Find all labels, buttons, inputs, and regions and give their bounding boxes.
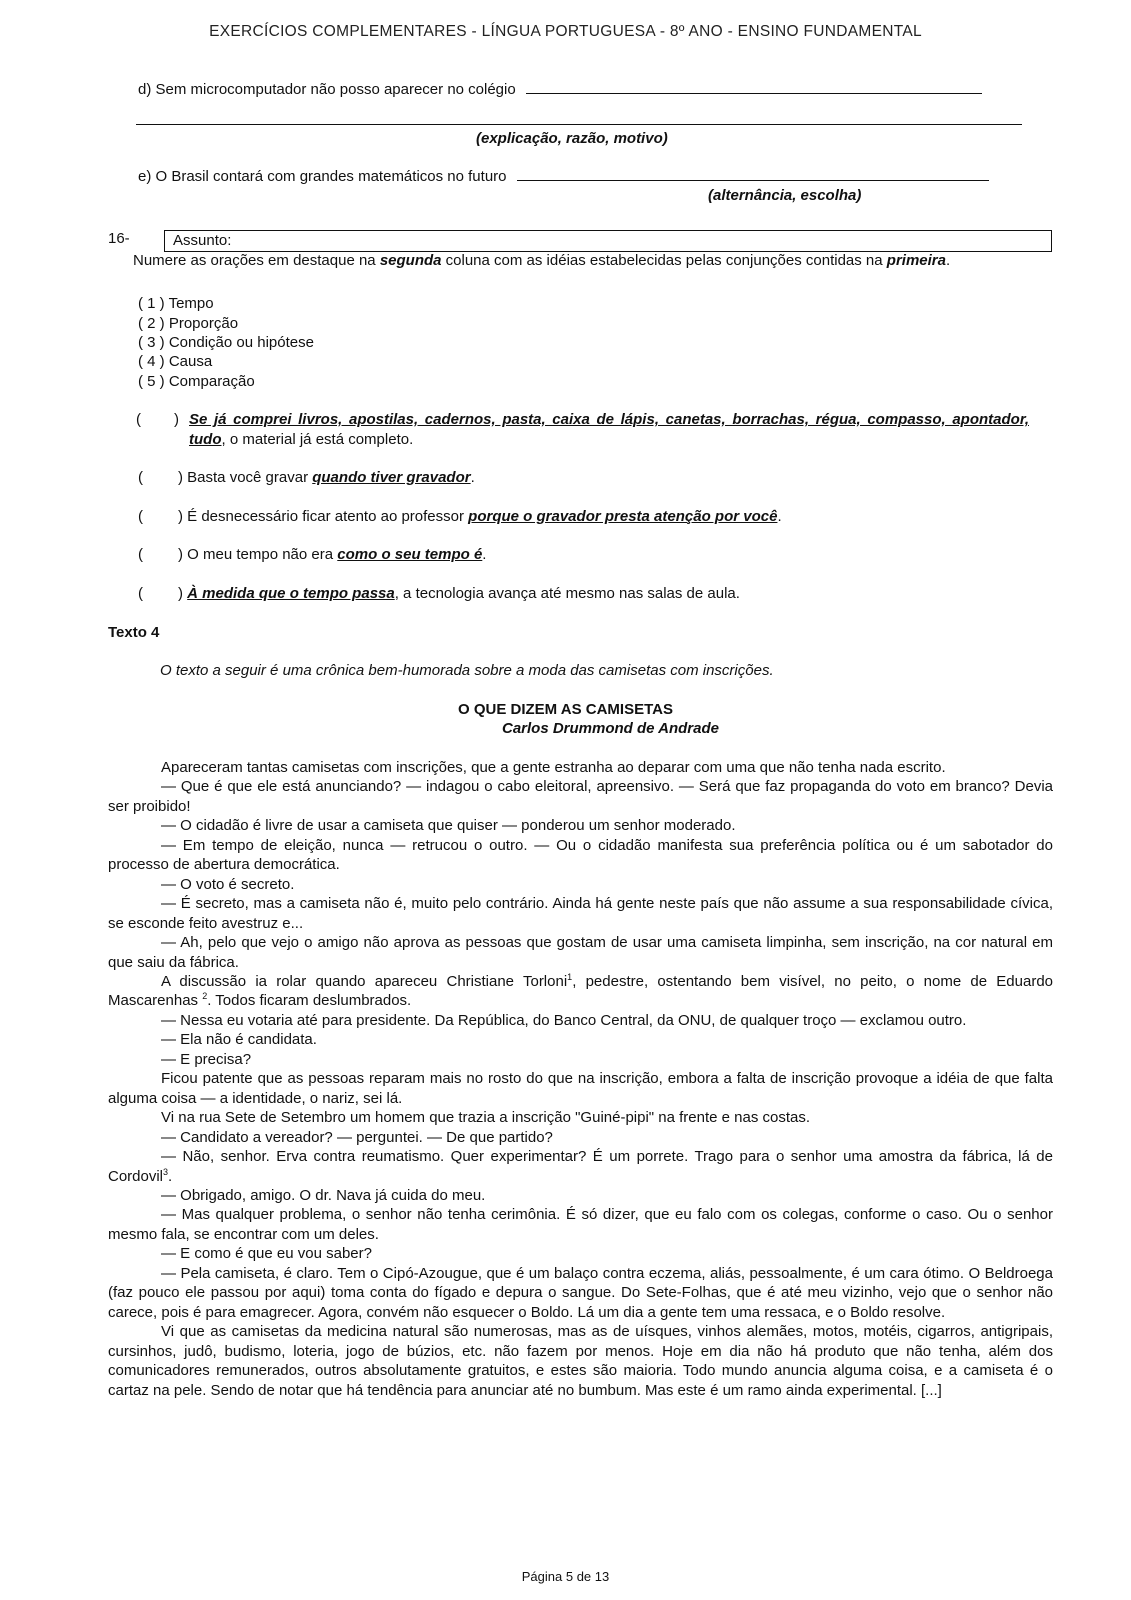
page-header: EXERCÍCIOS COMPLEMENTARES - LÍNGUA PORTUGUESA - 8º ANO - ENSINO FUNDAMENTAL	[209, 23, 922, 40]
option-5: ( 5 ) Comparação	[138, 373, 255, 390]
item-d-hint: (explicação, razão, motivo)	[476, 130, 668, 147]
question-number: 16-	[108, 230, 130, 247]
sentence-2	[138, 468, 1053, 488]
footnote-ref: 2	[202, 991, 208, 1002]
sentence-2-highlight: quando tiver gravador	[312, 469, 471, 486]
option-2: ( 2 ) Proporção	[138, 315, 239, 332]
subject-label: Assunto:	[173, 232, 232, 249]
story-paragraph: — E precisa?	[161, 1050, 252, 1068]
story-paragraph: — Candidato a vereador? — perguntei. — De que partido?	[161, 1128, 553, 1146]
item-d	[138, 80, 1053, 100]
story-paragraph: Ficou patente que as pessoas reparam mais no rosto do que na inscrição, embora a falta de inscrição provoque a idéia de que falta alguma coisa — a identidade, o nariz, sei lá.	[108, 1070, 1053, 1107]
story-body	[108, 758, 1053, 1400]
story-paragraph: — Mas qualquer problema, o senhor não tenha cerimônia. É só dizer, que eu falo com os colegas, conforme o caso. Ou o senhor mesmo fala, se encontrar com um deles.	[108, 1206, 1053, 1243]
subject-box	[164, 230, 1052, 252]
story-text: .	[168, 1167, 173, 1185]
instruction-emphasis: segunda	[379, 252, 442, 269]
option-4: ( 4 ) Causa	[138, 353, 213, 370]
story-paragraph	[108, 972, 1053, 1011]
sentence-1	[189, 410, 1029, 449]
answer-blank-4[interactable]: (	[138, 546, 143, 563]
instruction-part: coluna com as idéias estabelecidas pelas conjunções contidas na	[441, 252, 887, 269]
item-e-answer-line	[517, 180, 989, 181]
footnote-ref: 3	[163, 1166, 169, 1177]
sentence-4-text: O meu tempo não era	[187, 546, 338, 563]
item-d-text: d) Sem microcomputador não posso aparecer no colégio	[138, 81, 516, 98]
story-paragraph	[108, 1147, 1053, 1186]
instruction-part: Numere as orações em destaque na	[133, 252, 380, 269]
story-paragraph: — Ah, pelo que vejo o amigo não aprova as pessoas que gostam de usar uma camiseta limpinha, sem inscrição, na cor natural em que saiu da fábrica.	[108, 934, 1053, 971]
item-e-hint: (alternância, escolha)	[708, 187, 862, 204]
story-paragraph: — Que é que ele está anunciando? — indagou o cabo eleitoral, apreensivo. — Será que faz propaganda do voto em branco? Devia ser proibido!	[108, 778, 1053, 815]
story-paragraph: Apareceram tantas camisetas com inscrições, que a gente estranha ao deparar com uma que não tenha nada escrito.	[161, 759, 946, 776]
story-paragraph: Vi que as camisetas da medicina natural são numerosas, mas as de uísques, vinhos alemães, motos, motéis, cigarros, antigripais, cursinhos, judô, budismo, loteria, jogo de búzios, etc. não fazem por menos. Hoje em dia não há produto que não tenha, além dos comunicadores remunerados, outros absolutamente gratuitos, e estes são maioria. Todo mundo anuncia alguma coisa, e a camiseta é o cartaz na pele. Sendo de notar que há tendência para anunciar até no bumbum. Mas este é um ramo ainda experimental. [...]	[108, 1323, 1053, 1399]
answer-blank-1-open[interactable]: (	[136, 411, 141, 428]
instruction-part: .	[945, 252, 951, 269]
sentence-5-text: , a tecnologia avança até mesmo nas salas de aula.	[394, 585, 740, 602]
sentence-1-rest: , o material já está completo.	[221, 430, 414, 448]
sentence-3-text: É desnecessário ficar atento ao professor	[187, 508, 469, 525]
item-d-answer-line	[526, 93, 982, 94]
sentence-2-end: .	[470, 469, 475, 486]
sentence-4	[138, 545, 1053, 565]
option-1: ( 1 ) Tempo	[138, 295, 214, 312]
story-paragraph: — O cidadão é livre de usar a camiseta que quiser — ponderou um senhor moderado.	[161, 817, 736, 835]
story-paragraph: — O voto é secreto.	[161, 875, 295, 893]
sentence-5	[138, 584, 1053, 604]
story-paragraph: — Ela não é candidata.	[161, 1031, 317, 1049]
story-paragraph: — Em tempo de eleição, nunca — retrucou o outro. — Ou o cidadão manifesta sua preferência política ou é um sabotador do processo de abertura democrática.	[108, 836, 1053, 874]
story-text: . Todos ficaram deslumbrados.	[207, 992, 412, 1010]
story-text: A discussão ia rolar quando apareceu Christiane Torloni	[161, 972, 568, 990]
text-intro: O texto a seguir é uma crônica bem-humorada sobre a moda das camisetas com inscrições.	[160, 662, 774, 679]
story-text: , pedestre, ostentando bem visível, no peito, o nome de Eduardo Mascarenhas	[108, 972, 1054, 1010]
story-text: — Não, senhor. Erva contra reumatismo. Quer experimentar? É um porrete. Trago para o senhor uma amostra da fábrica, lá de Cordovil	[108, 1148, 1053, 1185]
paren-close: )	[178, 508, 183, 525]
story-paragraph: — E como é que eu vou saber?	[161, 1245, 372, 1263]
story-author: Carlos Drummond de Andrade	[502, 720, 719, 737]
sentence-4-end: .	[482, 546, 487, 563]
section-label: Texto 4	[108, 624, 160, 641]
answer-blank-5[interactable]: (	[138, 585, 143, 602]
answer-blank-1-close: )	[174, 411, 179, 428]
item-d-answer-line-2	[136, 124, 1022, 125]
item-e-text: e) O Brasil contará com grandes matemáticos no futuro	[138, 168, 507, 185]
paren-close: )	[178, 546, 183, 563]
instruction-emphasis: primeira	[886, 252, 946, 269]
story-paragraph: — É secreto, mas a camiseta não é, muito pelo contrário. Ainda há gente neste país que não assume a sua responsabilidade cívica, se esconde feito avestruz e...	[108, 895, 1053, 932]
footnote-ref: 1	[567, 971, 573, 982]
page-number: Página 5 de 13	[521, 1569, 610, 1584]
question-instruction	[133, 251, 1033, 271]
story-paragraph: Vi na rua Sete de Setembro um homem que trazia a inscrição "Guiné-pipi" na frente e nas costas.	[161, 1109, 811, 1127]
paren-close: )	[178, 585, 183, 602]
answer-blank-2[interactable]: (	[138, 469, 143, 486]
story-paragraph: — Obrigado, amigo. O dr. Nava já cuida do meu.	[161, 1186, 486, 1204]
item-e	[138, 167, 1053, 187]
paren-close: )	[178, 469, 183, 486]
sentence-1-highlight: Se já comprei livros, apostilas, cadernos, pasta, caixa de lápis, canetas, borrachas, régua, compasso, apontador, tudo	[189, 411, 1029, 448]
sentence-3	[138, 507, 1053, 527]
story-paragraph: — Nessa eu votaria até para presidente. Da República, do Banco Central, da ONU, de qualquer troço — exclamou outro.	[161, 1011, 967, 1029]
story-paragraph: — Pela camiseta, é claro. Tem o Cipó-Azougue, que é um balaço contra eczema, aliás, pessoalmente, é um cara ótimo. O Beldroega (faz pouco ele passou por aqui) toma conta do fígado e depura o sangue. Do Sete-Folhas, que é até meu vizinho, vejo que o senhor não carece, pois é para emagrecer. Agora, convém não esquecer o Boldo. Lá um dia a gente tem uma ressaca, e o Boldo resolve.	[108, 1264, 1053, 1321]
story-title: O QUE DIZEM AS CAMISETAS	[457, 701, 673, 718]
sentence-3-highlight: porque o gravador presta atenção por você	[468, 508, 778, 525]
sentence-5-highlight: À medida que o tempo passa	[187, 585, 395, 602]
sentence-3-end: .	[777, 508, 782, 525]
answer-blank-3[interactable]: (	[138, 508, 143, 525]
sentence-2-text: Basta você gravar	[187, 469, 313, 486]
option-3: ( 3 ) Condição ou hipótese	[138, 334, 314, 351]
sentence-4-highlight: como o seu tempo é	[337, 546, 483, 563]
